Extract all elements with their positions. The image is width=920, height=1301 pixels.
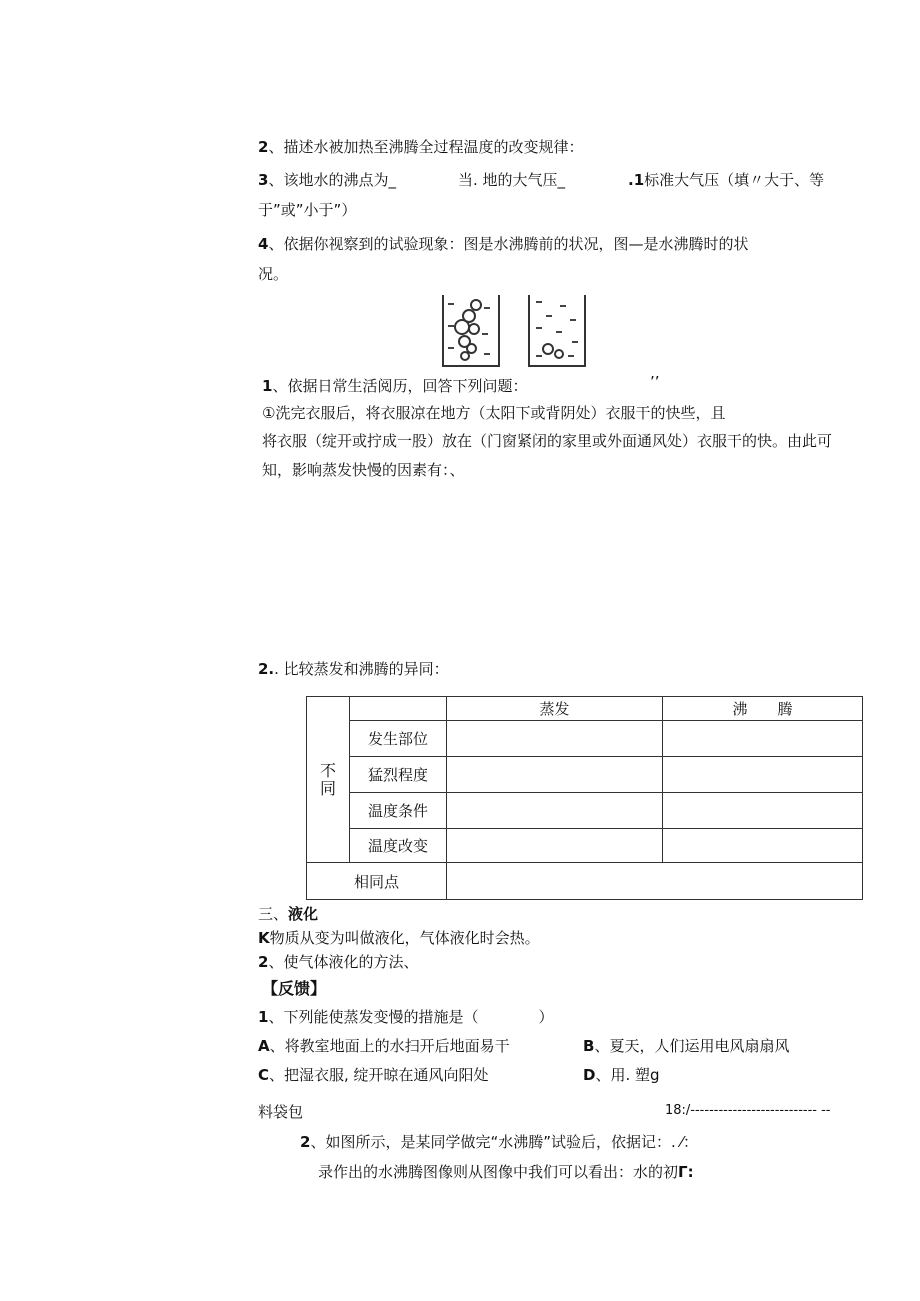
question-number: 1 [262, 377, 273, 395]
feedback-question-2-line2 [318, 1163, 694, 1181]
beaker-before-boiling [442, 295, 500, 367]
answer-cell[interactable] [447, 793, 663, 829]
same-answer-cell[interactable] [447, 863, 863, 900]
question-number: 3 [258, 171, 269, 189]
question-text: 、依据日常生活阅历，回答下列问题： [272, 377, 528, 395]
question-boiling-point [258, 171, 396, 189]
same-row-label: 相同点 [307, 863, 447, 900]
option-a[interactable] [258, 1037, 510, 1055]
option-text: 、夏天，人们运用电风扇扇风 [594, 1037, 790, 1055]
question-text: 、描述水被加热至沸腾全过程温度的改变规律： [268, 138, 584, 156]
question-text: 、下列能使蒸发变慢的措施是（ ） [268, 1008, 554, 1026]
question-tail: Γ: [678, 1163, 694, 1181]
header-blank-cell [350, 697, 447, 721]
question-number: 2 [300, 1133, 311, 1151]
answer-cell[interactable] [663, 757, 863, 793]
answer-cell[interactable] [663, 721, 863, 757]
question-number: 4 [258, 235, 269, 253]
question-observe [258, 235, 748, 253]
section-title: 液化 [288, 905, 319, 923]
bag-line-left: 料袋包 [258, 1103, 304, 1121]
section-heading [258, 905, 318, 923]
question-text: 录作出的水沸腾图像则从图像中我们可以看出：水的初 [318, 1163, 679, 1181]
question-text: . 比较蒸发和沸腾的异同： [274, 660, 449, 678]
feedback-title: 【反馈】 [262, 979, 327, 998]
beaker-during-boiling [528, 295, 586, 367]
row-label: 温度条件 [350, 793, 447, 829]
question-boiling-mid: 当. 地的大气压_ [458, 171, 566, 189]
k-marker: K [258, 929, 270, 947]
row-label: 发生部位 [350, 721, 447, 757]
question-text: 、如图所示，是某同学做完“水沸腾”试验后，依据记：. ⁄： [310, 1133, 699, 1151]
option-c[interactable] [258, 1066, 489, 1084]
daily-sub-line3: 知，影响蒸发快慢的因素有：、 [262, 461, 465, 479]
daily-sub-line2: 将衣服（绽开或拧成一股）放在（门窗紧闭的家里或外面通风处）衣服干的快。由此可 [262, 432, 833, 450]
feedback-question-1 [258, 1008, 553, 1026]
liquefaction-method: 、使气体液化的方法、 [268, 953, 419, 971]
question-text: 、依据你视察到的试验现象：图是水沸腾前的状况，图—是水沸腾时的状 [268, 235, 749, 253]
stray-mark: ’’ [650, 373, 660, 391]
answer-cell[interactable] [447, 829, 663, 863]
option-text: 、用. 塑g [595, 1066, 660, 1084]
option-d[interactable] [583, 1066, 660, 1084]
option-text: 、将教室地面上的水扫开后地面易干 [269, 1037, 510, 1055]
question-number: 2. [258, 660, 275, 678]
question-boiling-line2: 于”或”小于”） [258, 201, 357, 219]
group-label: 不同 [320, 760, 337, 798]
row-label: 温度改变 [350, 829, 447, 863]
liquefaction-line2 [258, 953, 418, 971]
group-label-cell [307, 697, 350, 863]
question-text: 、该地水的沸点为_ [268, 171, 396, 189]
option-letter: B [583, 1037, 595, 1055]
option-b[interactable] [583, 1037, 789, 1055]
question-compare [258, 660, 449, 678]
question-number: 1 [258, 1008, 269, 1026]
bag-line-right: 18:/--------------------------- -- [665, 1103, 831, 1118]
header-boiling: 沸 腾 [663, 697, 863, 721]
option-letter: A [258, 1037, 270, 1055]
tail-number: .1 [628, 171, 645, 189]
answer-cell[interactable] [447, 757, 663, 793]
liquefaction-line1 [258, 929, 540, 947]
question-boiling-tail [628, 171, 824, 189]
question-number: 2 [258, 138, 269, 156]
option-text: 、把湿衣服, 绽开晾在通风向阳处 [269, 1066, 489, 1084]
question-temp-rule [258, 138, 583, 156]
option-letter: C [258, 1066, 270, 1084]
option-letter: D [583, 1066, 596, 1084]
answer-cell[interactable] [447, 721, 663, 757]
liquefaction-text: 物质从变为叫做液化，气体液化时会热。 [269, 929, 540, 947]
answer-cell[interactable] [663, 829, 863, 863]
comparison-table [306, 696, 863, 900]
header-evaporation: 蒸发 [447, 697, 663, 721]
answer-cell[interactable] [663, 793, 863, 829]
feedback-question-2 [300, 1133, 698, 1151]
question-number: 2 [258, 953, 269, 971]
daily-sub-line1: ①洗完衣服后，将衣服凉在地方（太阳下或背阴处）衣服干的快些，且 [262, 404, 726, 422]
row-label: 猛烈程度 [350, 757, 447, 793]
question-daily [262, 377, 527, 395]
tail-text: 标准大气压（填〃大于、等 [644, 171, 825, 189]
section-prefix: 三、 [258, 905, 289, 923]
question-observe-line2: 况。 [258, 265, 289, 283]
